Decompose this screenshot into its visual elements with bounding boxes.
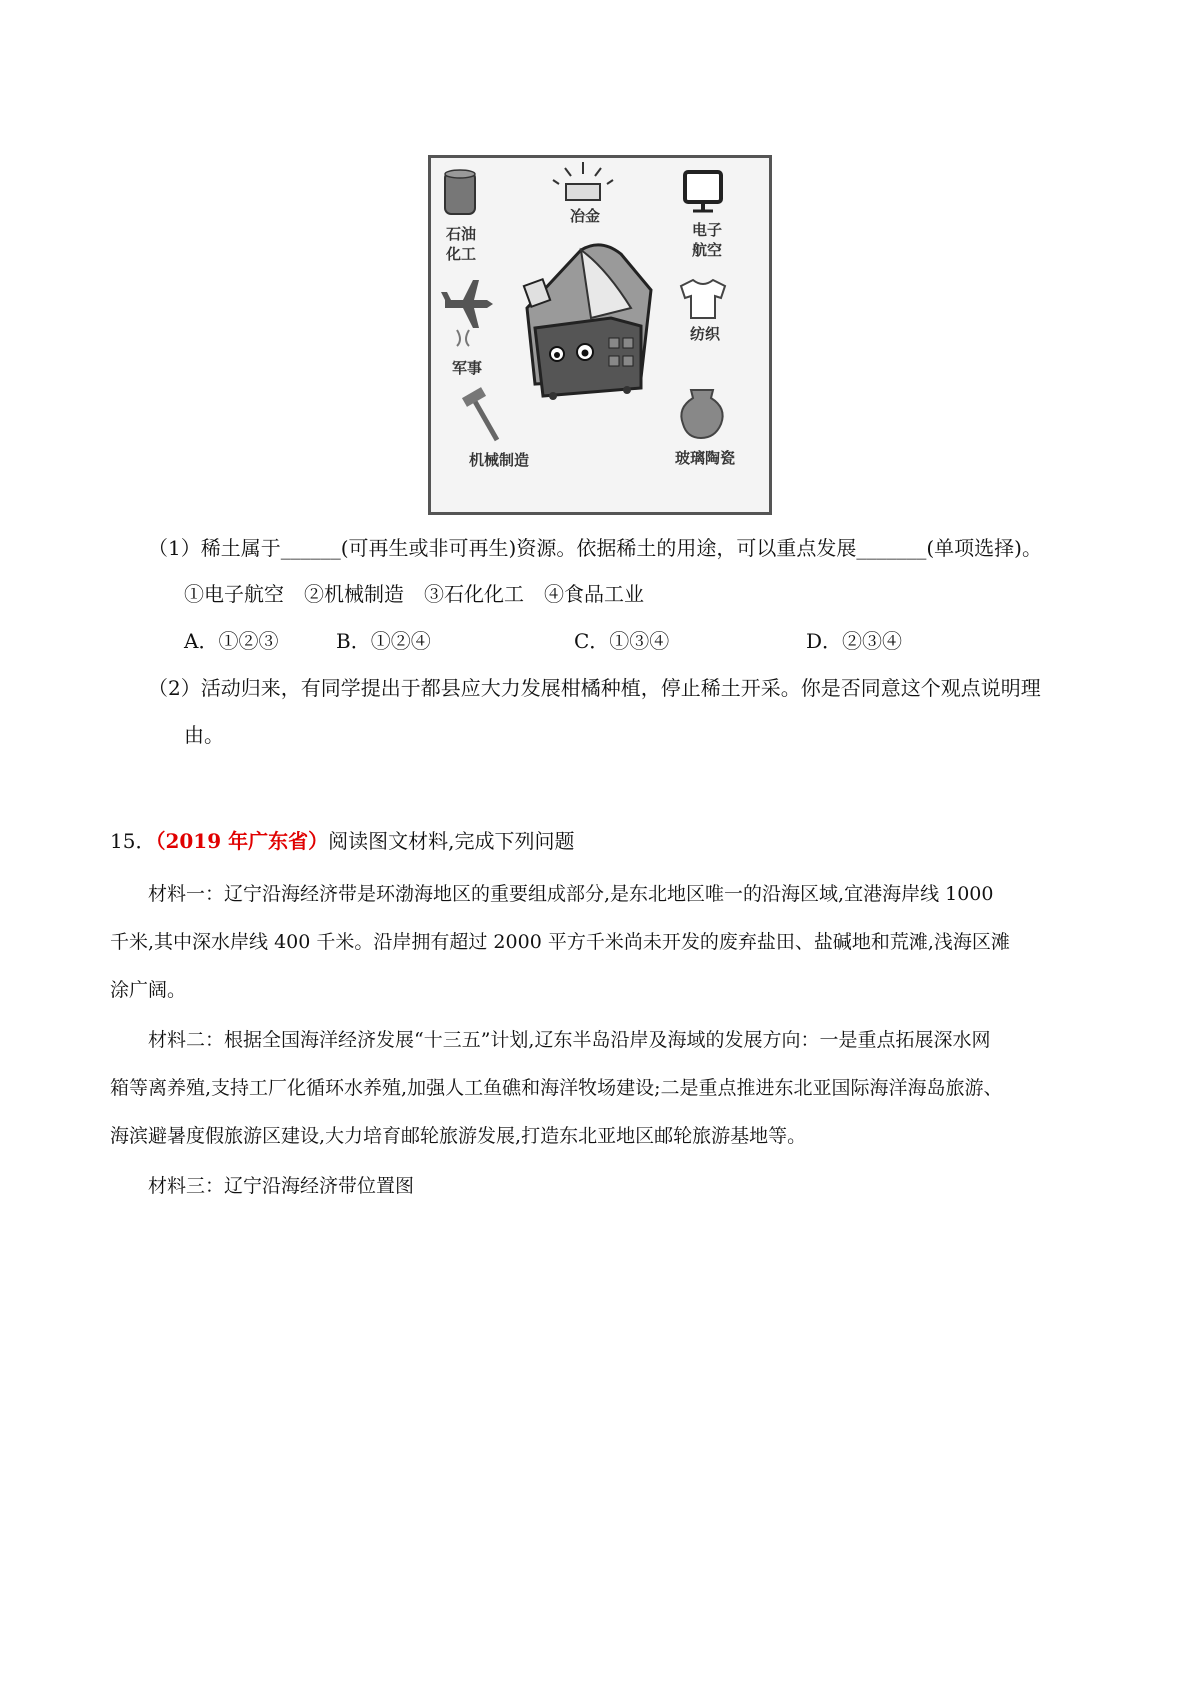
q1-options [184, 627, 902, 655]
q1-blank-2: _______ [856, 536, 927, 560]
q2-line-1: （2）活动归来，有同学提出于都县应大力发展柑橘种植，停止稀土开采。你是否同意这个观点说明理 [148, 676, 1041, 700]
option-d: D．②③④ [806, 629, 903, 653]
q1-middle: (可再生或非可再生)资源。依据稀土的用途，可以重点发展 [340, 536, 857, 560]
question-1 [148, 534, 1042, 562]
option-b: B．①②④ [336, 629, 431, 653]
rare-earth-cartoon [524, 245, 651, 400]
q1-prefix: （1）稀土属于 [148, 536, 281, 560]
option-a: A．①②③ [184, 629, 279, 653]
q2-line-2: 由。 [184, 723, 224, 747]
material-2-line-2: 箱等离养殖,支持工厂化循环水养殖,加强人工鱼礁和海洋牧场建设;二是重点推进东北亚国际海洋海岛旅游、 [110, 1077, 1003, 1099]
material-1-line-1: 材料一：辽宁沿海经济带是环渤海地区的重要组成部分,是东北地区唯一的沿海区域,宜港海岸线 1000 [148, 883, 994, 905]
material-1-line-3: 涂广阔。 [110, 979, 187, 1001]
oil-barrel-icon [445, 170, 475, 214]
label-glass-ceramic: 玻璃陶瓷 [674, 449, 735, 467]
q15-source: （2019 年广东省） [155, 829, 329, 853]
label-military: 军事 [451, 359, 482, 377]
label-petrochem-2: 化工 [445, 245, 476, 263]
material-1-line-2: 千米,其中深水岸线 400 千米。沿岸拥有超过 2000 平方千米尚未开发的废弃盐田、盐碱地和荒滩,浅海区滩 [110, 931, 1010, 953]
vase-icon [681, 390, 722, 438]
material-3-line-1: 材料三：辽宁沿海经济带位置图 [148, 1175, 415, 1197]
q1-suffix: (单项选择)。 [926, 536, 1042, 560]
label-electronics-1: 电子 [691, 221, 722, 239]
q1-blank-1: ______ [280, 536, 341, 560]
tshirt-icon [681, 280, 725, 318]
q15-number: 15． [110, 829, 156, 853]
label-machinery: 机械制造 [468, 451, 529, 469]
label-textile: 纺织 [689, 325, 720, 343]
label-petrochem-1: 石油 [445, 225, 476, 243]
material-2-line-3: 海滨避暑度假旅游区建设,大力培育邮轮旅游发展,打造东北亚地区邮轮旅游基地等。 [110, 1125, 807, 1147]
question-15-header [110, 827, 574, 855]
airplane-icon [441, 280, 493, 328]
label-electronics-2: 航空 [691, 241, 722, 259]
label-metallurgy: 冶金 [569, 207, 600, 225]
q15-title: 阅读图文材料,完成下列问题 [328, 829, 575, 853]
rare-earth-uses-figure [428, 155, 772, 515]
material-2-line-1: 材料二：根据全国海洋经济发展“十三五”计划,辽东半岛沿岸及海域的发展方向：一是重点拓展深水网 [148, 1029, 991, 1051]
q1-items: ①电子航空 ②机械制造 ③石化化工 ④食品工业 [184, 582, 644, 606]
monitor-icon [685, 172, 721, 211]
ingot-icon [553, 162, 613, 200]
tool-icon [462, 387, 497, 440]
option-c: C．①③④ [574, 629, 670, 653]
